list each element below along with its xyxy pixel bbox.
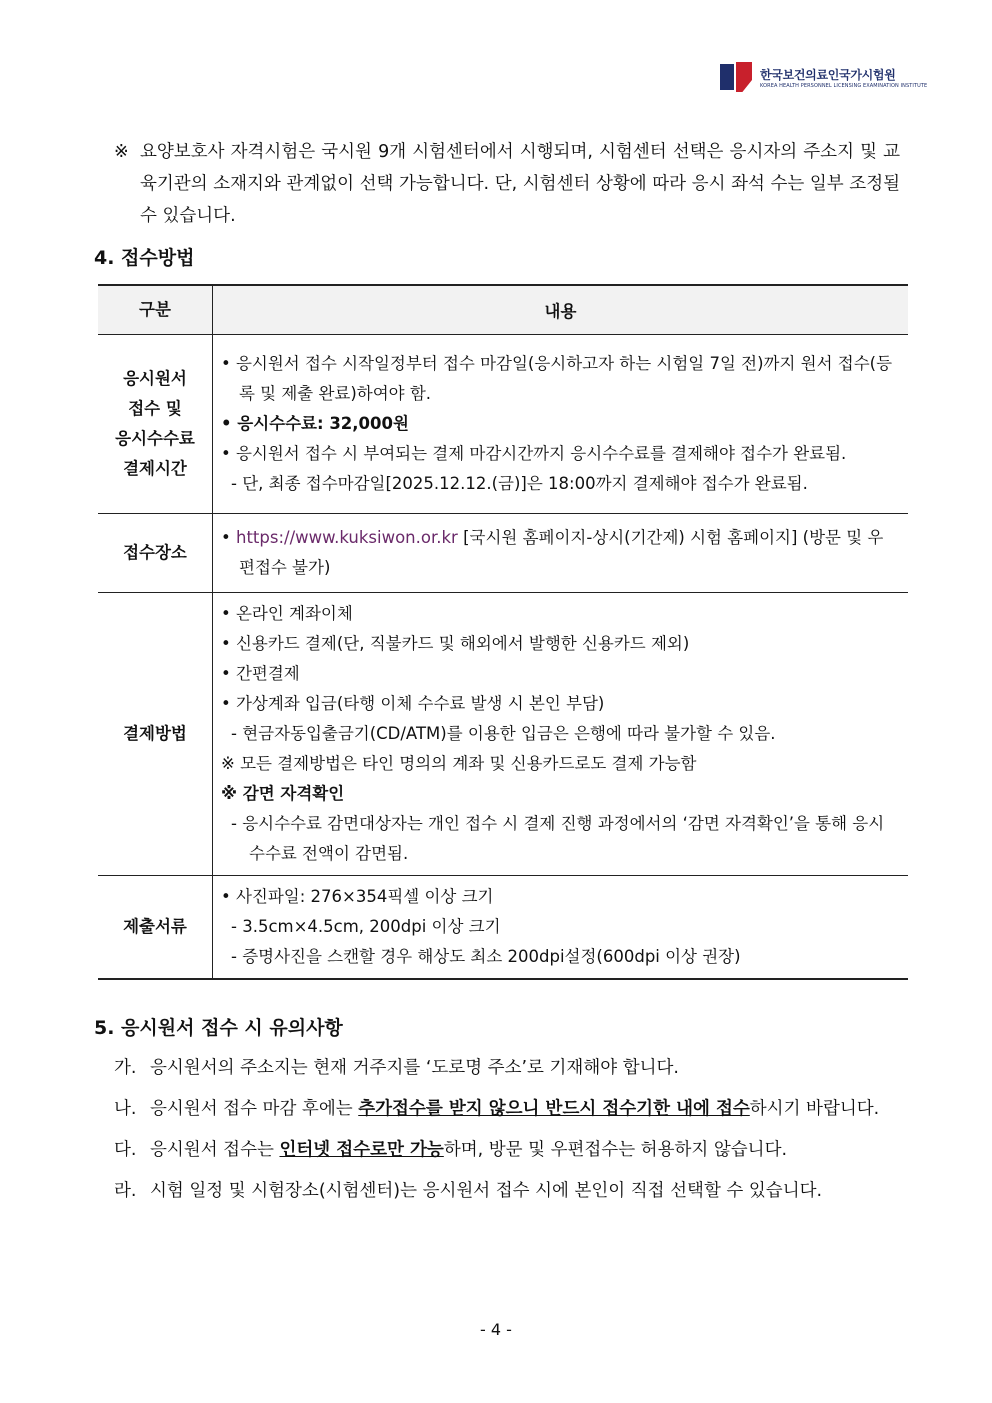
- list-item: 다. 응시원서 접수는 인터넷 접수로만 가능하며, 방문 및 우편접수는 허용하지 않습니다.: [114, 1140, 788, 1160]
- table-row-required-documents: [98, 876, 908, 980]
- section-5-title: 5. 응시원서 접수 시 유의사항: [94, 1017, 343, 1039]
- table-row-application-period: [98, 335, 908, 514]
- header-content: 내용: [213, 285, 909, 335]
- emphasis-text: 인터넷 접수로만 가능: [279, 1140, 444, 1160]
- list-item: • 온라인 계좌이체: [221, 604, 353, 623]
- list-item: • 가상계좌 입금(타행 이체 수수료 발생 시 본인 부담): [221, 694, 605, 713]
- org-name-en: KOREA HEALTH PERSONNEL LICENSING EXAMINATION INSTITUTE: [760, 82, 928, 89]
- row-category: 결제방법: [98, 593, 213, 876]
- top-note-text: 요양보호사 자격시험은 국시원 9개 시험센터에서 시행되며, 시험센터 선택은 응시자의 주소지 및 교육기관의 소재지와 관계없이 선택 가능합니다. 단, 시험센터 상황에 따라 응시 좌석 수는 일부 조정될 수 있습니다.: [140, 142, 900, 226]
- list-item: • 간편결제: [221, 664, 300, 683]
- list-item: • 신용카드 결제(단, 직불카드 및 해외에서 발행한 신용카드 제외): [221, 634, 690, 653]
- row-category: 접수장소: [98, 514, 213, 593]
- logo-mark-icon: [720, 62, 754, 92]
- table-row-payment-method: [98, 593, 908, 876]
- row-content: [213, 514, 909, 593]
- logo-text: [760, 66, 927, 89]
- list-item: - 증명사진을 스캔할 경우 해상도 최소 200dpi설정(600dpi 이상 권장): [231, 947, 741, 966]
- application-method-table: [98, 284, 908, 980]
- list-item: - 응시수수료 감면대상자는 개인 접수 시 결제 진행 과정에서의 ‘감면 자격확인’을 통해 응시수수료 전액이 감면됨.: [231, 814, 885, 863]
- kuksiwon-link[interactable]: https://www.kuksiwon.or.kr: [235, 528, 458, 547]
- list-item: • 사진파일: 276×354픽셀 이상 크기: [221, 887, 494, 906]
- institute-logo: [720, 62, 927, 92]
- reference-mark: ※: [114, 142, 129, 162]
- list-item: • 응시수수료: 32,000원: [221, 414, 409, 433]
- list-item: • https://www.kuksiwon.or.kr [국시원 홈페이지-상시(기간제) 시험 홈페이지] (방문 및 우편접수 불가): [221, 528, 884, 577]
- list-item: ※ 감면 자격확인: [221, 784, 345, 803]
- table-header-row: [98, 285, 908, 335]
- list-item: 가. 응시원서의 주소지는 현재 거주지를 ‘도로명 주소’로 기재해야 합니다.: [114, 1058, 679, 1078]
- precautions-list: [114, 1052, 898, 1216]
- list-item: - 단, 최종 접수마감일[2025.12.12.(금)]은 18:00까지 결제해야 접수가 완료됨.: [231, 474, 808, 493]
- row-content: [213, 876, 909, 980]
- row-content: [213, 593, 909, 876]
- emphasis-text: 추가접수를 받지 않으니 반드시 접수기한 내에 접수: [358, 1099, 750, 1119]
- page-number: - 4 -: [480, 1320, 512, 1339]
- row-category: 응시원서 접수 및 응시수수료 결제시간: [98, 335, 213, 514]
- list-item: ※ 모든 결제방법은 타인 명의의 계좌 및 신용카드로도 결제 가능함: [221, 754, 697, 773]
- top-note: [114, 136, 900, 232]
- list-item: - 3.5cm×4.5cm, 200dpi 이상 크기: [231, 917, 501, 936]
- row-content: [213, 335, 909, 514]
- header-category: 구분: [98, 285, 213, 335]
- list-item: 나. 응시원서 접수 마감 후에는 추가접수를 받지 않으니 반드시 접수기한 내에 접수하시기 바랍니다.: [114, 1099, 880, 1119]
- list-item: - 현금자동입출금기(CD/ATM)를 이용한 입금은 은행에 따라 불가할 수 있음.: [231, 724, 776, 743]
- table-row-application-place: [98, 514, 908, 593]
- org-name-ko: 한국보건의료인국가시험원: [760, 67, 896, 82]
- section-4-title: 4. 접수방법: [94, 247, 195, 269]
- row-category: 제출서류: [98, 876, 213, 980]
- list-item: • 응시원서 접수 시 부여되는 결제 마감시간까지 응시수수료를 결제해야 접수가 완료됨.: [221, 444, 847, 463]
- list-item: • 응시원서 접수 시작일정부터 접수 마감일(응시하고자 하는 시험일 7일 전)까지 원서 접수(등록 및 제출 완료)하여야 함.: [221, 354, 893, 403]
- list-item: 라. 시험 일정 및 시험장소(시험센터)는 응시원서 접수 시에 본인이 직접 선택할 수 있습니다.: [114, 1181, 823, 1201]
